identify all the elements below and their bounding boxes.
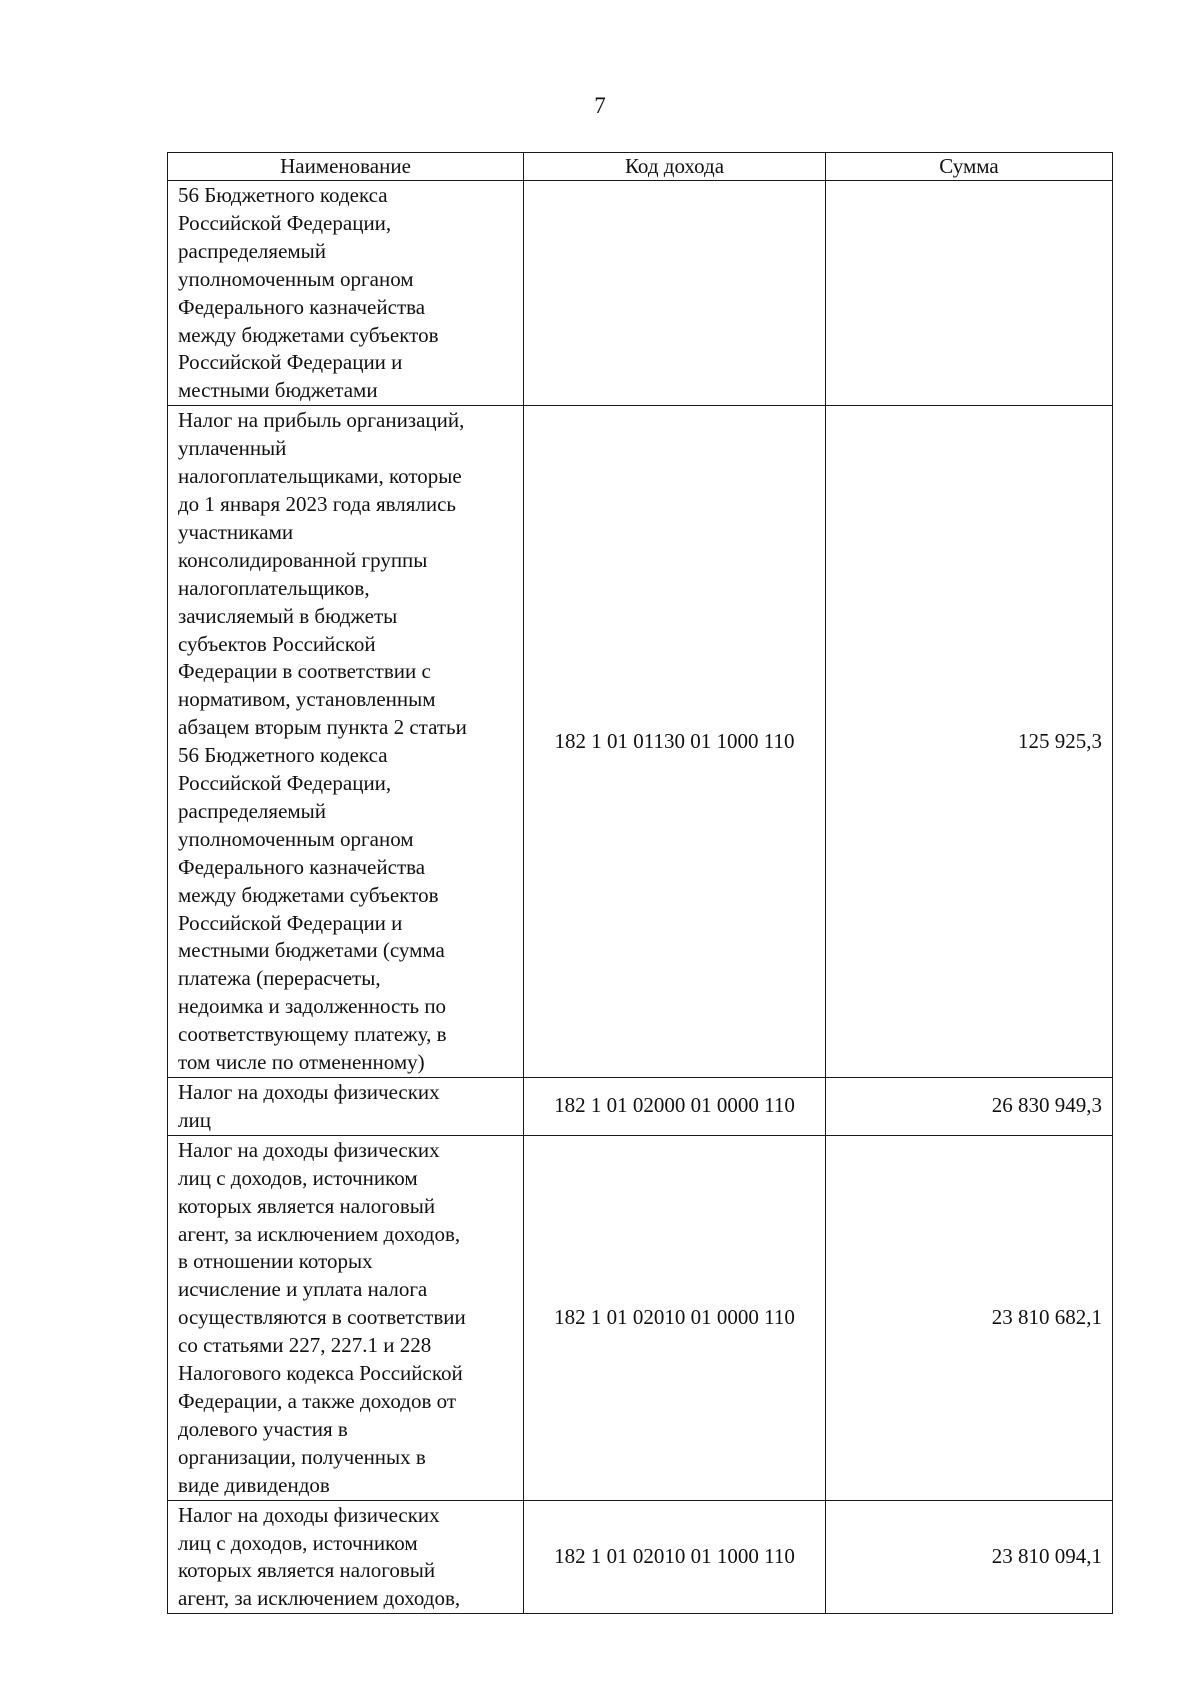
- name-line: лиц с доходов, источником: [178, 1165, 418, 1190]
- name-line: налогоплательщиками, которые: [178, 464, 462, 489]
- name-line: между бюджетами субъектов: [178, 882, 439, 907]
- name-line: соответствующему платежу, в: [178, 1022, 447, 1047]
- row-name-cell: [168, 181, 524, 406]
- name-line: участниками: [178, 519, 294, 544]
- row-code-cell: [524, 181, 826, 406]
- name-line: Российской Федерации и: [178, 910, 403, 935]
- name-line: виде дивидендов: [178, 1472, 330, 1497]
- row-name-cell: [168, 1078, 524, 1136]
- row-code-cell: 182 1 01 02000 01 0000 110: [524, 1078, 826, 1136]
- name-line: между бюджетами субъектов: [178, 322, 439, 347]
- name-line: агент, за исключением доходов,: [178, 1586, 461, 1611]
- name-line: Российской Федерации,: [178, 771, 392, 796]
- row-name-cell: [168, 1500, 524, 1614]
- row-code-cell: 182 1 01 01130 01 1000 110: [524, 406, 826, 1078]
- row-name-cell: [168, 1135, 524, 1500]
- name-line: осуществляются в соответствии: [178, 1305, 466, 1330]
- name-line: лиц с доходов, источником: [178, 1530, 418, 1555]
- row-name-cell: [168, 406, 524, 1078]
- name-line: налогоплательщиков,: [178, 575, 370, 600]
- table-body: [168, 181, 1113, 1614]
- name-line: долевого участия в: [178, 1416, 348, 1441]
- name-line: 56 Бюджетного кодекса: [178, 183, 388, 207]
- table-header: [168, 153, 1113, 181]
- header-code: Код дохода: [524, 153, 826, 181]
- name-line: Налог на доходы физических: [178, 1137, 440, 1162]
- row-sum-cell: 125 925,3: [826, 406, 1113, 1078]
- table-row: [168, 1135, 1113, 1500]
- table-row: [168, 406, 1113, 1078]
- name-line: в отношении которых: [178, 1249, 373, 1274]
- header-row: [168, 153, 1113, 181]
- name-line: распределяемый: [178, 238, 327, 263]
- name-line: консолидированной группы: [178, 547, 428, 572]
- name-line: Налогового кодекса Российской: [178, 1361, 463, 1386]
- table-row: [168, 181, 1113, 406]
- name-line: агент, за исключением доходов,: [178, 1221, 461, 1246]
- name-line: недоимка и задолженность по: [178, 994, 447, 1019]
- name-line: Налог на прибыль организаций,: [178, 408, 465, 433]
- name-line: Налог на доходы физических: [178, 1502, 440, 1527]
- revenue-table: [167, 152, 1113, 1614]
- table-row: [168, 1500, 1113, 1614]
- name-line: абзацем вторым пункта 2 статьи: [178, 715, 467, 740]
- name-line: уполномоченным органом: [178, 826, 414, 851]
- row-sum-cell: 23 810 682,1: [826, 1135, 1113, 1500]
- name-line: которых является налоговый: [178, 1193, 436, 1218]
- name-line: местными бюджетами: [178, 378, 378, 403]
- name-line: уплаченный: [178, 436, 287, 461]
- name-line: Федерации, а также доходов от: [178, 1388, 457, 1413]
- name-line: Федерального казначейства: [178, 294, 426, 319]
- name-line: Российской Федерации и: [178, 350, 403, 375]
- name-line: со статьями 227, 227.1 и 228: [178, 1333, 432, 1358]
- header-name: Наименование: [168, 153, 524, 181]
- name-line: Российской Федерации,: [178, 210, 392, 235]
- name-line: платежа (перерасчеты,: [178, 966, 381, 991]
- row-sum-cell: [826, 181, 1113, 406]
- name-line: лиц: [178, 1107, 211, 1132]
- name-line: распределяемый: [178, 798, 327, 823]
- name-line: Федерального казначейства: [178, 854, 426, 879]
- page-number: 7: [594, 93, 606, 118]
- name-line: уполномоченным органом: [178, 266, 414, 291]
- name-line: 56 Бюджетного кодекса: [178, 743, 388, 768]
- name-line: нормативом, установленным: [178, 687, 436, 712]
- name-line: зачисляемый в бюджеты: [178, 603, 398, 628]
- table-row: [168, 1078, 1113, 1136]
- row-code-cell: 182 1 01 02010 01 0000 110: [524, 1135, 826, 1500]
- name-line: субъектов Российской: [178, 631, 376, 656]
- row-code-cell: 182 1 01 02010 01 1000 110: [524, 1500, 826, 1614]
- name-line: до 1 января 2023 года являлись: [178, 491, 456, 516]
- name-line: которых является налоговый: [178, 1558, 436, 1583]
- name-line: организации, полученных в: [178, 1444, 426, 1469]
- name-line: том числе по отмененному): [178, 1050, 425, 1075]
- name-line: местными бюджетами (сумма: [178, 938, 445, 963]
- name-line: исчисление и уплата налога: [178, 1277, 428, 1302]
- row-sum-cell: 23 810 094,1: [826, 1500, 1113, 1614]
- name-line: Федерации в соответствии с: [178, 659, 431, 684]
- name-line: Налог на доходы физических: [178, 1080, 440, 1104]
- row-sum-cell: 26 830 949,3: [826, 1078, 1113, 1136]
- header-sum: Сумма: [826, 153, 1113, 181]
